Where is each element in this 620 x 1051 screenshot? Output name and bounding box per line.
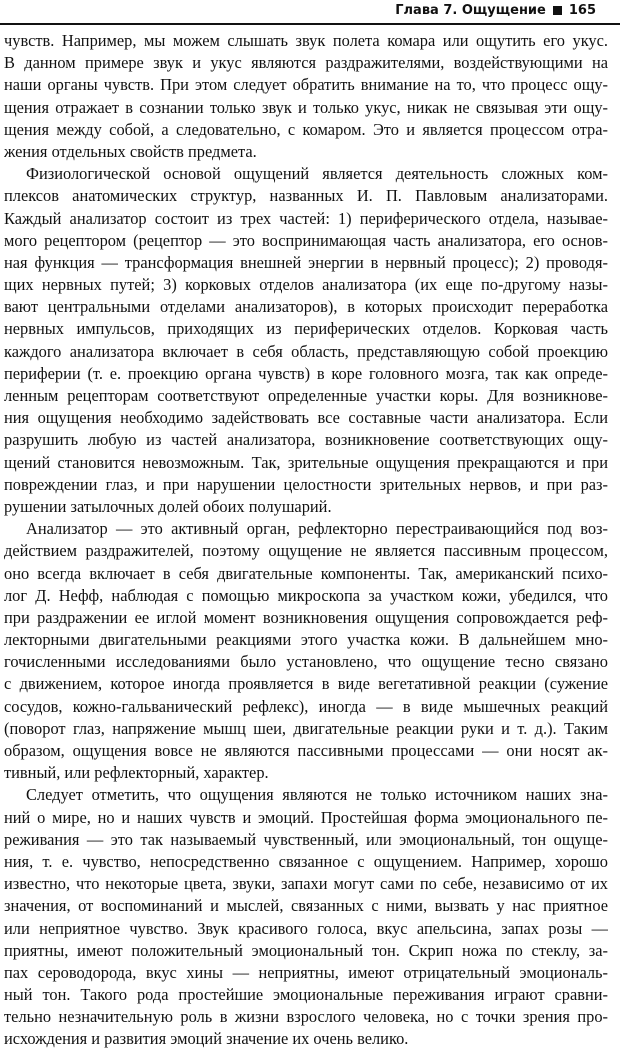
text-line: оно всегда включает в себя двигательные компоненты. Так, американский психо- [4, 563, 608, 583]
text-line: ленным рецепторам соответствуют определенные участки коры. Для возникнове- [4, 386, 608, 405]
text-line: нервных импульсов, приходящих из периферических отделов. Корковая часть [4, 319, 608, 339]
chapter-title: Глава 7. Ощущение [395, 3, 546, 18]
text-line: сосудов, кожно-гальванический рефлекс), иногда — в виде мышечных реакций [4, 696, 608, 716]
text-line: тивный, или рефлекторный, характер. [4, 763, 269, 783]
running-head [395, 3, 596, 18]
text-line: щений становится невозможным. Так, зрительные ощущения прекращаются и при [4, 452, 608, 472]
text-line: ния, т. е. чувство, непосредственно связанное с ощущением. Например, хорошо [4, 851, 608, 871]
text-line: значения, от воспоминаний и мыслей, связанных с ними, вызвать у нас приятное [4, 896, 608, 916]
text-line: каждого анализатора включает в себя область, представляющую собой проекцию [4, 341, 608, 361]
paragraph-2 [4, 163, 608, 518]
text-line: щих нервных путей; 3) корковых отделов анализатора (их еще по-другому назы- [4, 275, 608, 295]
text-line: Анализатор — это активный орган, рефлекторно перестраивающийся под воз- [26, 519, 608, 539]
text-line: или неприятное чувство. Звук красивого голоса, вкус апельсина, запах розы — [4, 918, 608, 938]
black-square-icon [553, 6, 562, 15]
text-line: мого рецептором (рецептор — это воспринимающая часть анализатора, его основ- [4, 230, 608, 250]
text-line: лог Д. Нефф, наблюдая с помощью микроскопа за участком кожи, убедился, что [4, 585, 608, 605]
text-line: Следует отметить, что ощущения являются не только источником наших зна- [26, 785, 608, 805]
text-line: (поворот глаз, напряжение мышц шеи, двигательные реакции руки и т. д.). Таким [4, 718, 608, 738]
text-line: плексов анатомических структур, названных И. П. Павловым анализаторами. [4, 186, 608, 206]
running-header [0, 0, 620, 26]
text-line: известно, что некоторые цвета, звуки, запахи могут сами по себе, независимо от их [4, 874, 608, 894]
text-line: Физиологической основой ощущений является деятельность сложных ком- [26, 164, 608, 184]
text-line: наши органы чувств. При этом следует обратить внимание на то, что процесс ощу- [4, 75, 608, 95]
page-number: 165 [568, 3, 596, 18]
text-line: реживания — это так называемый чувственный, или эмоциональный, тон ощуще- [4, 829, 608, 849]
text-line: с движением, которое иногда проявляется в виде вегетативной реакции (сужение [4, 674, 608, 694]
text-line: приятны, имеют положительный эмоциональный тон. Скрип ножа по стеклу, за- [4, 940, 608, 960]
text-line: лекторными двигательными реакциями этого участка кожи. В дальнейшем мно- [4, 630, 608, 650]
text-line: жения отдельных свойств предмета. [4, 141, 257, 161]
text-line: чувств. Например, мы можем слышать звук полета комара или ощутить его укус. [4, 31, 608, 50]
text-line: В данном примере звук и укус являются раздражителями, воздействующими на [4, 53, 608, 73]
text-line: пах сероводорода, вкус хины — неприятны, имеют отрицательный эмоциональ- [4, 962, 608, 982]
text-line: ная функция — трансформация внешней энергии в нервный процесс); 2) проводя- [4, 252, 608, 272]
text-line: щения между собой, а следовательно, с комаром. Это и является процессом отра- [4, 119, 608, 139]
text-line: периферии (т. е. проекцию органа чувств) в коре головного мозга, так как опреде- [4, 363, 608, 383]
paragraph-3 [4, 518, 608, 784]
text-line: Каждый анализатор состоит из трех частей: 1) периферического отдела, называе- [4, 208, 608, 228]
body-text [4, 30, 608, 1051]
text-line: действием раздражителей, поэтому ощущение не является пассивным процессом, [4, 541, 608, 561]
text-line: ный тон. Такого рода простейшие эмоциональные переживания играют сравни- [4, 985, 608, 1005]
text-line: образом, ощущения вовсе не являются пассивными процессами — они носят ак- [4, 741, 608, 760]
text-line: повреждении глаз, и при нарушении целостности зрительных нервов, и при раз- [4, 474, 608, 494]
text-line: рушении затылочных долей обоих полушарий. [4, 496, 332, 516]
paragraph-1 [4, 30, 608, 163]
text-line: ний о мире, но и наших чувств и эмоций. Простейшая форма эмоционального пе- [4, 807, 608, 827]
header-rule [0, 23, 620, 25]
text-line: вают центральными отделами анализаторов), в которых происходит переработка [4, 297, 608, 317]
text-line: щения отражает в сознании только звук и только укус, никак не связывая эти ощу- [4, 97, 608, 117]
text-line: разрушить любую из частей анализатора, возникновение соответствующих ощу- [4, 430, 608, 450]
text-line: гочисленными исследованиями было установлено, что ощущение тесно связано [4, 652, 608, 672]
text-line: ния ощущения необходимо задействовать все составные части анализатора. Если [4, 408, 608, 428]
text-line: тельно незначительную роль в жизни взрослого человека, но с точки зрения про- [4, 1007, 608, 1027]
text-line: при раздражении ее иглой момент возникновения ощущения сопровождается реф- [4, 607, 608, 627]
text-line: исхождения и развития эмоций значение их очень велико. [4, 1029, 409, 1049]
paragraph-4 [4, 784, 608, 1050]
